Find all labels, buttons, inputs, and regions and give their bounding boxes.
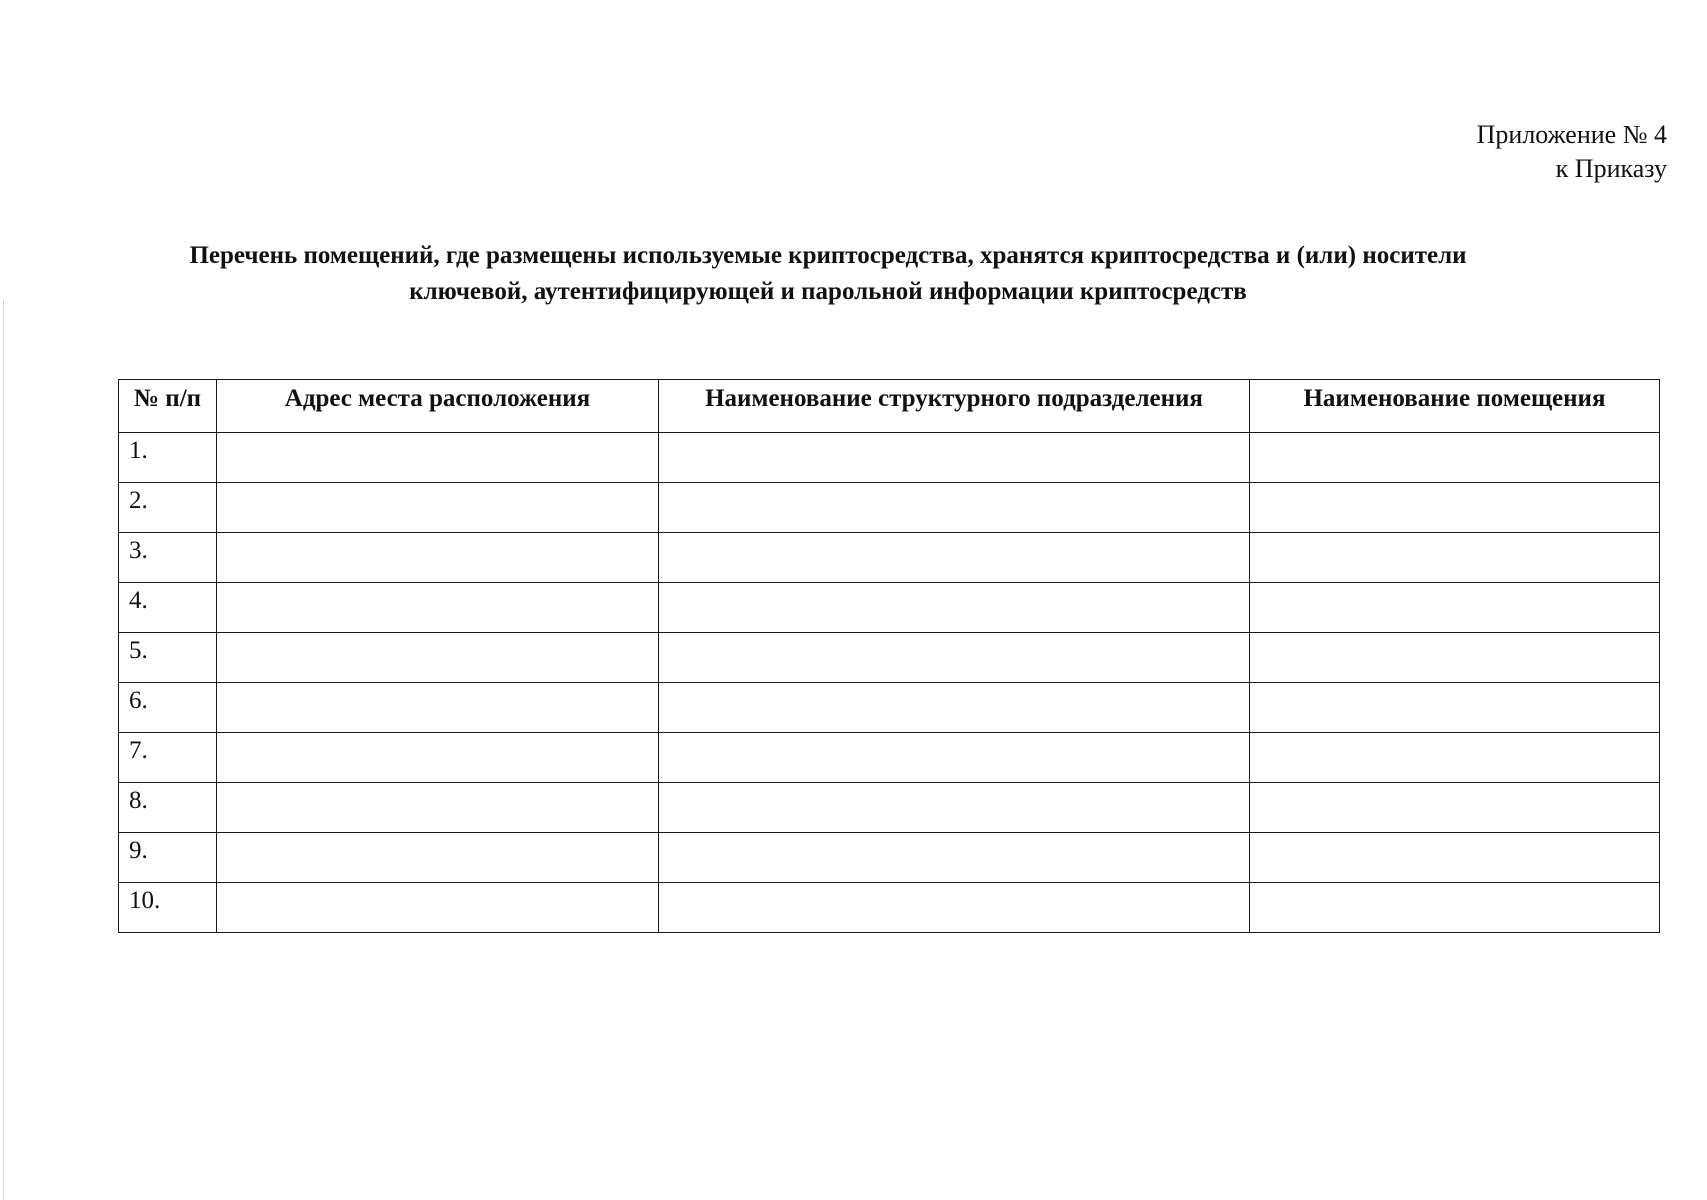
row-number: 3. [119,533,217,583]
room-cell [1250,683,1660,733]
rooms-table [118,379,1660,933]
unit-cell [659,583,1250,633]
address-cell [217,683,659,733]
address-cell [217,783,659,833]
unit-cell [659,683,1250,733]
room-cell [1250,733,1660,783]
row-number: 7. [119,733,217,783]
room-cell [1250,483,1660,533]
address-cell [217,833,659,883]
row-number: 6. [119,683,217,733]
unit-cell [659,833,1250,883]
table-row [119,833,1660,883]
room-cell [1250,783,1660,833]
table-row [119,633,1660,683]
address-cell [217,583,659,633]
room-cell [1250,583,1660,633]
unit-cell [659,483,1250,533]
address-cell [217,633,659,683]
address-cell [217,483,659,533]
room-cell [1250,633,1660,683]
table-row [119,733,1660,783]
document-title-line-2: ключевой, аутентифицирующей и парольной информации криптосредств [409,278,1247,305]
address-cell [217,533,659,583]
row-number: 4. [119,583,217,633]
table-row [119,533,1660,583]
appendix-header [1477,118,1667,186]
appendix-number: Приложение № 4 [1476,120,1667,149]
unit-cell [659,533,1250,583]
row-number: 8. [119,783,217,833]
document-title [118,238,1538,310]
table-row [119,783,1660,833]
row-number: 9. [119,833,217,883]
table-row [119,683,1660,733]
row-number: 5. [119,633,217,683]
unit-cell [659,783,1250,833]
room-cell [1250,433,1660,483]
room-cell [1250,883,1660,933]
table-row [119,583,1660,633]
scan-edge-line [3,300,4,1200]
header-room: Наименование помещения [1250,380,1660,433]
table-row [119,883,1660,933]
unit-cell [659,633,1250,683]
room-cell [1250,833,1660,883]
header-address: Адрес места расположения [217,380,659,433]
room-cell [1250,533,1660,583]
header-number: № п/п [119,380,217,433]
row-number: 2. [119,483,217,533]
appendix-order-ref: к Приказу [1555,154,1667,183]
address-cell [217,883,659,933]
unit-cell [659,883,1250,933]
row-number: 1. [119,433,217,483]
address-cell [217,433,659,483]
address-cell [217,733,659,783]
unit-cell [659,433,1250,483]
table-row [119,433,1660,483]
row-number: 10. [119,883,217,933]
unit-cell [659,733,1250,783]
table-header-row [119,380,1660,433]
table-row [119,483,1660,533]
header-unit: Наименование структурного подразделения [659,380,1250,433]
document-title-line-1: Перечень помещений, где размещены используемые криптосредства, хранятся криптосредства и (или) носители [189,242,1467,269]
